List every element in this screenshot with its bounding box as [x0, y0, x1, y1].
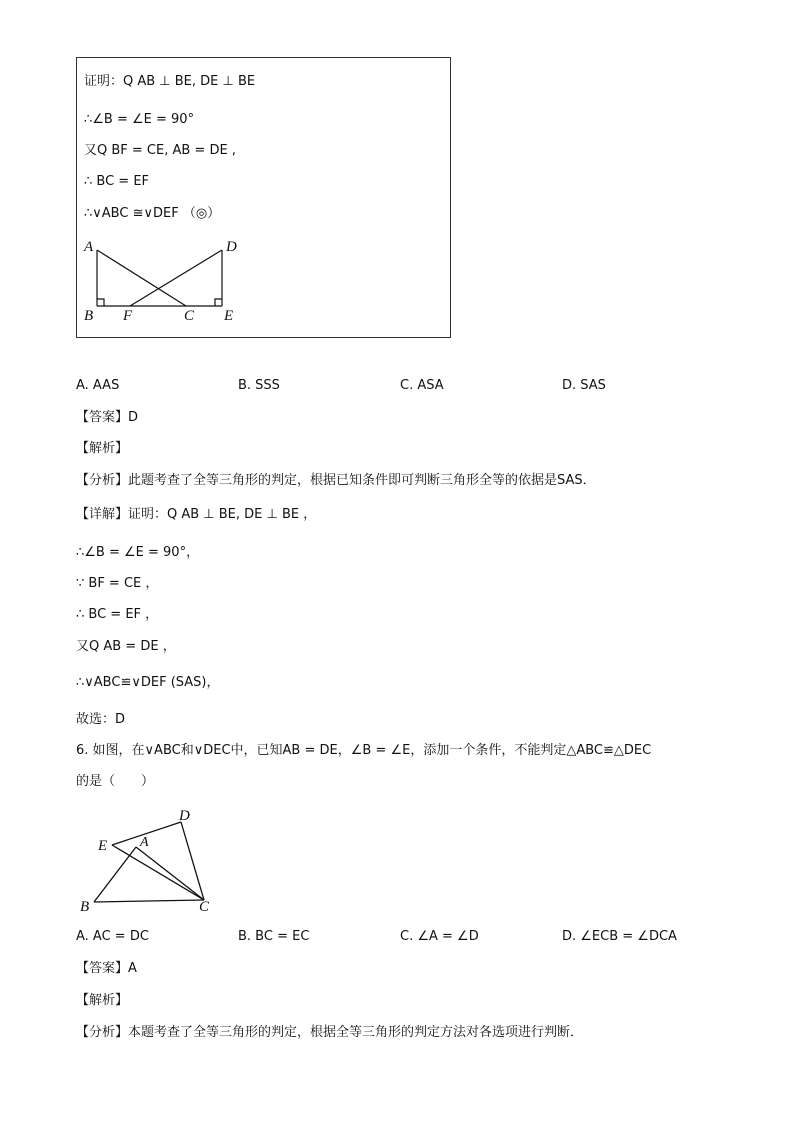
label-d: D: [226, 239, 237, 255]
proof-line-2: ∴∠B = ∠E = 90°: [84, 112, 195, 127]
q5-option-c: C. ASA: [400, 378, 444, 393]
q5-analysis-title: 【解析】: [76, 441, 129, 456]
label-d: D: [179, 808, 190, 824]
label-c: C: [199, 899, 210, 915]
q6-option-c: C. ∠A = ∠D: [400, 929, 479, 944]
q5-detail-1: 【详解】证明：Q AB ⊥ BE, DE ⊥ BE ，: [76, 507, 317, 522]
q6-option-d: D. ∠ECB = ∠DCA: [562, 929, 677, 944]
q6-stem-line-2: 的是（ ）: [76, 774, 155, 789]
segment-bc: [94, 900, 204, 902]
q5-detail-3: ∵ BF = CE ，: [76, 576, 159, 591]
label-f: F: [123, 308, 133, 324]
proof-line-1: 证明：Q AB ⊥ BE, DE ⊥ BE: [84, 74, 256, 89]
q6-answer: 【答案】A: [76, 961, 137, 976]
segment-ba: [94, 847, 136, 902]
q6-option-b: B. BC = EC: [238, 929, 310, 944]
q5-answer: 【答案】D: [76, 410, 139, 425]
proof-line-4: ∴ BC = EF: [84, 174, 150, 189]
label-a: A: [84, 239, 94, 255]
q6-option-a: A. AC = DC: [76, 929, 149, 944]
q5-option-a: A. AAS: [76, 378, 120, 393]
q5-option-d: D. SAS: [562, 378, 606, 393]
q6-analysis-title: 【解析】: [76, 993, 129, 1008]
segment-ac: [136, 847, 204, 900]
label-b: B: [84, 308, 94, 324]
label-b: B: [80, 899, 90, 915]
label-e: E: [224, 308, 234, 324]
q5-detail-5: 又Q AB = DE ，: [76, 639, 176, 654]
label-e: E: [98, 838, 108, 854]
q5-detail-4: ∴ BC = EF ，: [76, 607, 159, 622]
q5-detail-6: ∴∨ABC≌∨DEF (SAS)，: [76, 675, 220, 690]
q5-analysis: 【分析】此题考查了全等三角形的判定，根据已知条件即可判断三角形全等的依据是SAS．: [76, 473, 596, 488]
q6-stem-line-1: 6. 如图，在∨ABC和∨DEC中，已知AB = DE，∠B = ∠E，添加一个条件，不能判定△ABC≌△DEC: [76, 743, 652, 758]
q5-option-b: B. SSS: [238, 378, 280, 393]
proof-line-3: 又Q BF = CE, AB = DE ,: [84, 143, 236, 158]
q6-analysis: 【分析】本题考查了全等三角形的判定，根据全等三角形的判定方法对各选项进行判断．: [76, 1025, 584, 1040]
q5-choice: 故选：D: [76, 712, 126, 727]
label-a: A: [140, 835, 149, 850]
label-c: C: [184, 308, 195, 324]
q5-detail-2: ∴∠B = ∠E = 90°，: [76, 545, 200, 560]
proof-line-5: ∴∨ABC ≅∨DEF （◎）: [84, 206, 221, 221]
